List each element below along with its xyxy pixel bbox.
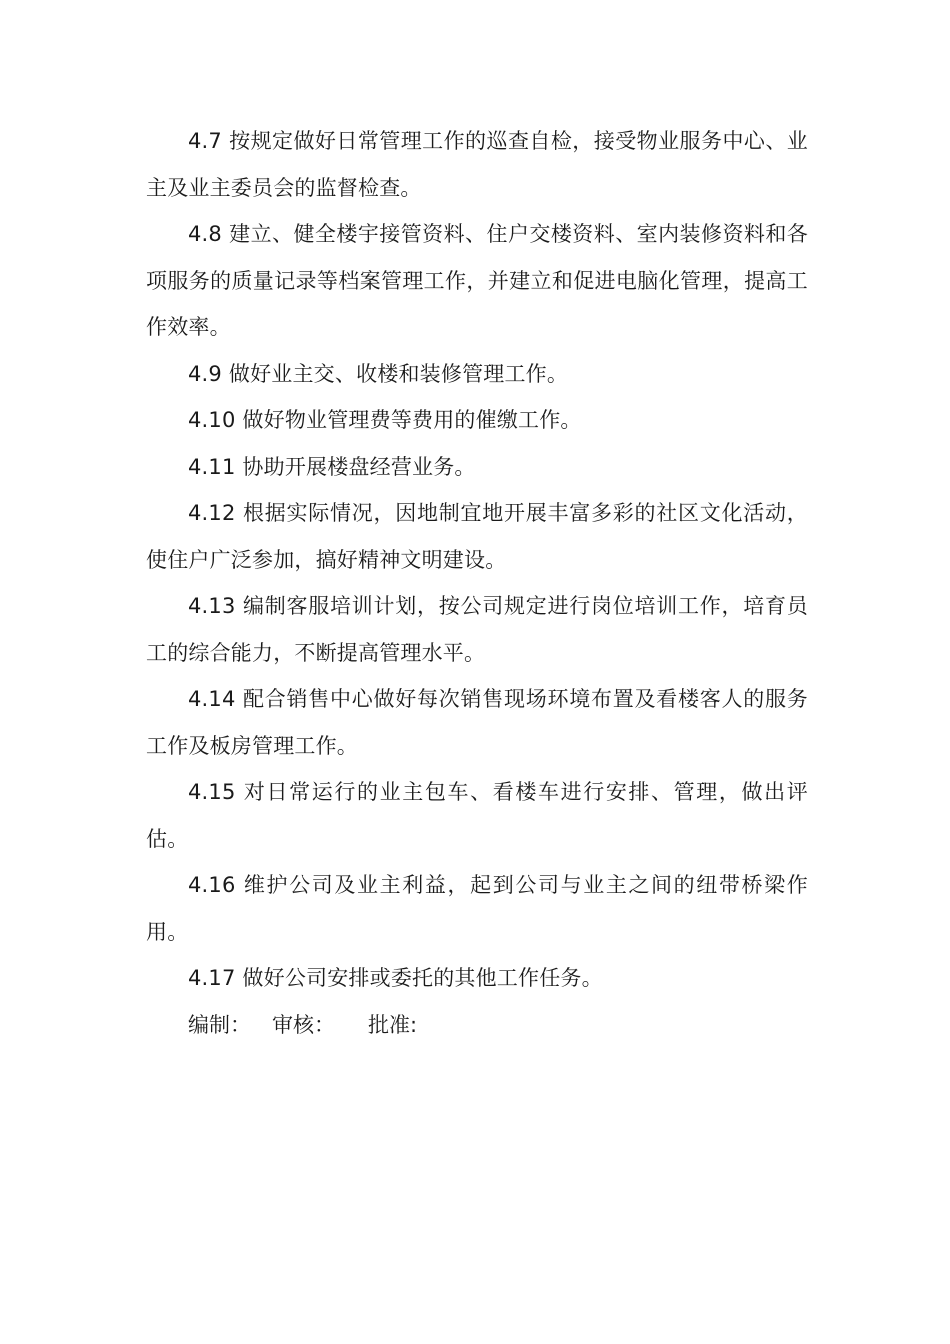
clause-4-17: 4.17 做好公司安排或委托的其他工作任务。 <box>188 966 603 990</box>
approved-by-label: 批准: <box>368 1012 418 1037</box>
clause-4-8: 4.8 建立、健全楼宇接管资料、住户交楼资料、室内装修资料和各项服务的质量记录等档案管理工作，并建立和促进电脑化管理，提高工作效率。 <box>146 222 808 339</box>
clause-4-10: 4.10 做好物业管理费等费用的催缴工作。 <box>188 408 582 432</box>
clause-4-16: 4.16 维护公司及业主利益，起到公司与业主之间的纽带桥梁作用。 <box>146 873 808 944</box>
clause-4-13: 4.13 编制客服培训计划，按公司规定进行岗位培训工作，培育员工的综合能力，不断提高管理水平。 <box>146 594 808 665</box>
clause-4-14: 4.14 配合销售中心做好每次销售现场环境布置及看楼客人的服务工作及板房管理工作。 <box>146 687 808 758</box>
document-body <box>146 118 808 1048</box>
clause-4-12: 4.12 根据实际情况，因地制宜地开展丰富多彩的社区文化活动，使住户广泛参加，搞好精神文明建设。 <box>146 501 808 572</box>
prepared-by-label: 编制： <box>188 1012 251 1037</box>
clause-4-15: 4.15 对日常运行的业主包车、看楼车进行安排、管理，做出评估。 <box>146 780 808 851</box>
clause-4-9: 4.9 做好业主交、收楼和装修管理工作。 <box>188 361 569 386</box>
clause-4-7: 4.7 按规定做好日常管理工作的巡查自检，接受物业服务中心、业主及业主委员会的监督检查。 <box>146 129 808 200</box>
reviewed-by-label: 审核： <box>272 1012 335 1037</box>
clause-4-11: 4.11 协助开展楼盘经营业务。 <box>188 454 476 479</box>
signoff-line <box>146 1002 808 1049</box>
